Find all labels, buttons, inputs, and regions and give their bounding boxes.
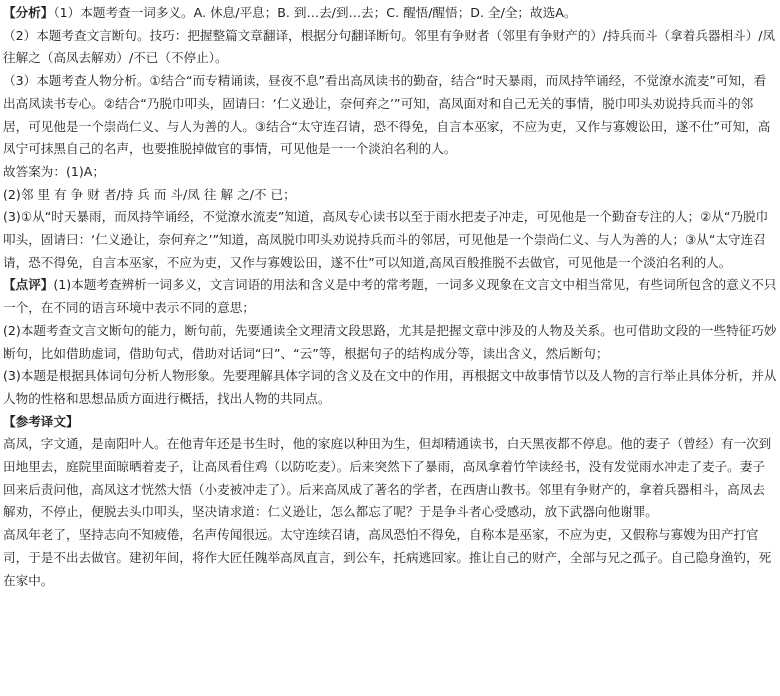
answer-2: (2)邻 里 有 争 财 者/持 兵 而 斗/凤 往 解 之/不 已； — [3, 186, 296, 202]
answer-intro: 故答案为：(1)A； — [3, 163, 106, 179]
answer-3: (3)①从“时天暴雨，而凤持竿诵经，不觉潦水流麦”知道，高凤专心读书以至于雨水把麦子冲走，可见他是一个勤奋专注的人；②从“乃脱巾叩头，固请曰：‘仁义逊让，奈何弃之’”知道，高凤脱巾叩头劝说持兵而斗的邻居，可见他是一个崇尚仁义、与人为善的人；③从“太守连召请，恐不得免，自言本巫家，不应为吏，又作与寡嫂讼田，遂不仕”可以知道,高凤百般推脱不去做官，可见他是一个淡泊名利的人。 — [3, 209, 769, 270]
translation-heading: 【参考译文】 — [3, 413, 79, 429]
analysis-paragraph-1 — [3, 2, 777, 25]
comment-heading: 【点评】 — [3, 277, 54, 293]
comment-paragraph-2: (2)本题考查文言文断句的能力，断句前，先要通读全文理清文段思路，尤其是把握文章中涉及的人物及关系。也可借助文段的一些特征巧妙断句，比如借助虚词，借助句式，借助对话词“曰”、“云”等，根据句子的结构成分等，读出含义，然后断句； — [3, 322, 777, 361]
comment-paragraph-3: (3)本题是根据具体词句分析人物形象。先要理解具体字词的含义及在文中的作用，再根据文中故事情节以及人物的言行举止具体分析，并从人物的性格和思想品质方面进行概括，找出人物的共同点。 — [3, 368, 777, 406]
analysis-paragraph-3: （3）本题考查人物分析。①结合“而专精诵读，昼夜不息”看出高凤读书的勤奋，结合“时天暴雨，而凤持竿诵经，不觉潦水流麦”可知，看出高凤读书专心。②结合“乃脱巾叩头，固请曰：‘仁义逊让，奈何弃之’”可知，高凤面对和自己无关的事情，脱巾叩头劝说持兵而斗的邻居，可见他是一个崇尚仁义、与人为善的人。③结合“太守连召请，恐不得免，自言本巫家，不应为吏，又作与寡嫂讼田，遂不仕”可知，高凤宁可抹黑自己的名声，也要推脱掉做官的事情，可见他是一一个淡泊名利的人。 — [3, 73, 771, 157]
translation-paragraph-1: 高凤，字文通，是南阳叶人。在他青年还是书生时，他的家庭以种田为生，但却精通读书，白天黑夜都不停息。他的妻子（曾经）有一次到田地里去，庭院里面晾晒着麦子，让高凤看住鸡（以防吃麦）。后来突然下了暴雨，高凤拿着竹竿读经书，没有发觉雨水冲走了麦子。妻子回来后责问他，高凤这才恍然大悟（小麦被冲走了）。后来高凤成了著名的学者，在西唐山教书。邻里有争财产的，拿着兵器相斗，高凤去解劝，不停止，便脱去头巾叩头，坚决请求道：仁义逊让，怎么都忘了呢？于是争斗者心受感动，放下武器向他谢罪。 — [3, 436, 772, 520]
comment-paragraph-1 — [3, 274, 777, 319]
analysis-paragraph-2: （2）本题考查文言断句。技巧：把握整篇文章翻译，根据分句翻译断句。邻里有争财者（邻里有争财产的）/持兵而斗（拿着兵器相斗）/凤往解之（高凤去解劝）/不已（不停止）。 — [3, 27, 776, 66]
analysis-heading: 【分析】 — [3, 5, 54, 20]
translation-paragraph-2: 高凤年老了，坚持志向不知疲倦，名声传闻很远。太守连续召请，高凤恐怕不得免，自称本是巫家，不应为吏，又假称与寡嫂为田产打官司，于是不出去做官。建初年间，将作大匠任隗举高凤直言，到公车，托病逃回家。推让自己的财产，全部与兄之孤子。自己隐身渔钓，死在家中。 — [3, 527, 772, 588]
analysis-text-1: （1）本题考查一词多义。A. 休息/平息；B. 到…去/到…去；C. 醒悟/醒悟；D. 全/全；故选A。 — [53, 5, 577, 20]
comment-text-1: (1)本题考查辨析一词多义，文言词语的用法和含义是中考的常考题，一词多义现象在文言文中相当常见，有些词所包含的意义不只一个，在不同的语言环境中表示不同的意思； — [3, 277, 777, 316]
